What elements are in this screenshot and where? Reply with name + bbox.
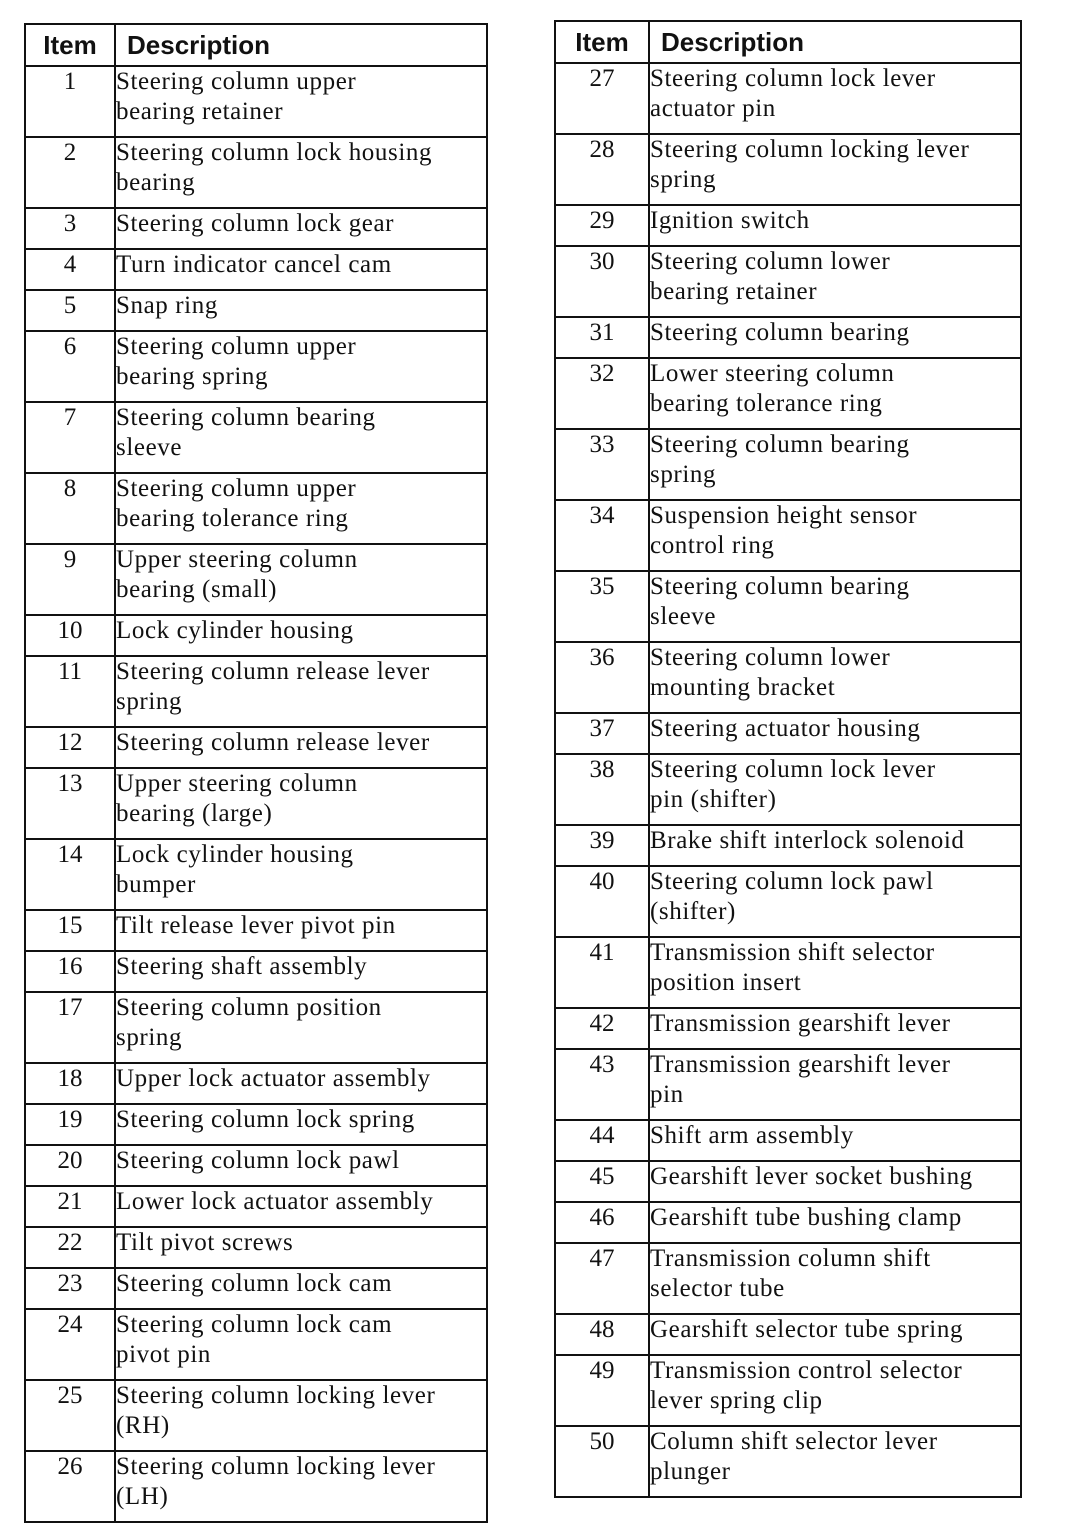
parts-list-right [555, 63, 1021, 1497]
table-row [555, 571, 1021, 642]
table-row [25, 208, 487, 249]
description-line-2: bearing tolerance ring [650, 390, 883, 417]
item-description [115, 402, 487, 473]
description-line-1: Steering column upper [116, 475, 357, 502]
table-row [555, 1049, 1021, 1120]
item-description [115, 1268, 487, 1309]
description-line-2: position insert [650, 969, 802, 996]
table-row [555, 1426, 1021, 1497]
item-number: 19 [25, 1104, 115, 1145]
table-row [25, 1186, 487, 1227]
item-description [115, 992, 487, 1063]
table-row [25, 402, 487, 473]
item-number: 1 [25, 66, 115, 137]
item-description [115, 137, 487, 208]
table-row [25, 331, 487, 402]
table-row [25, 1309, 487, 1380]
item-number: 39 [555, 825, 649, 866]
description-line-2: spring [116, 688, 183, 715]
table-row [555, 1202, 1021, 1243]
description-line-1: Lock cylinder housing [116, 617, 354, 644]
item-number: 48 [555, 1314, 649, 1355]
table-row [25, 66, 487, 137]
description-column-header: Description [115, 24, 487, 66]
description-line-1: Steering column lock housing [116, 139, 433, 166]
description-line-1: Steering column lock cam [116, 1311, 393, 1338]
item-number: 45 [555, 1161, 649, 1202]
table-row [555, 825, 1021, 866]
description-line-2: (RH) [116, 1412, 170, 1439]
item-number: 20 [25, 1145, 115, 1186]
table-row [25, 290, 487, 331]
description-line-2: pin [650, 1081, 684, 1108]
item-number: 4 [25, 249, 115, 290]
description-line-1: Steering shaft assembly [116, 953, 368, 980]
item-description [115, 1451, 487, 1522]
description-line-1: Steering column lock cam [116, 1270, 393, 1297]
item-number: 5 [25, 290, 115, 331]
item-description [115, 544, 487, 615]
item-description [115, 910, 487, 951]
table-row [555, 205, 1021, 246]
item-number: 14 [25, 839, 115, 910]
item-description [115, 656, 487, 727]
description-line-2: control ring [650, 532, 775, 559]
description-line-1: Suspension height sensor [650, 502, 918, 529]
item-number: 38 [555, 754, 649, 825]
item-description [649, 358, 1021, 429]
description-line-1: Snap ring [116, 292, 218, 319]
item-number: 15 [25, 910, 115, 951]
description-line-1: Transmission shift selector [650, 939, 935, 966]
item-description [649, 1355, 1021, 1426]
item-number: 47 [555, 1243, 649, 1314]
item-number: 17 [25, 992, 115, 1063]
item-number: 32 [555, 358, 649, 429]
description-line-2: sleeve [650, 603, 717, 630]
item-description [649, 1008, 1021, 1049]
description-line-1: Steering column lock lever [650, 65, 936, 92]
description-line-1: Steering column bearing [650, 431, 910, 458]
description-line-1: Upper steering column [116, 770, 358, 797]
description-line-1: Steering column locking lever [650, 136, 970, 163]
item-number: 3 [25, 208, 115, 249]
item-description [649, 134, 1021, 205]
description-line-1: Upper steering column [116, 546, 358, 573]
item-description [649, 1049, 1021, 1120]
item-description [115, 290, 487, 331]
item-number: 2 [25, 137, 115, 208]
description-line-2: pivot pin [116, 1341, 211, 1368]
table-row [25, 1145, 487, 1186]
description-line-2: sleeve [116, 434, 183, 461]
item-number: 43 [555, 1049, 649, 1120]
item-description [115, 615, 487, 656]
description-line-1: Transmission gearshift lever [650, 1051, 951, 1078]
item-description [115, 1104, 487, 1145]
item-description [649, 500, 1021, 571]
item-column-header: Item [25, 24, 115, 66]
table-row [555, 63, 1021, 134]
description-line-2: bearing retainer [650, 278, 818, 305]
item-number: 23 [25, 1268, 115, 1309]
item-number: 6 [25, 331, 115, 402]
description-line-2: (LH) [116, 1483, 169, 1510]
item-description [649, 571, 1021, 642]
table-row [25, 656, 487, 727]
description-line-1: Brake shift interlock solenoid [650, 827, 965, 854]
item-description [649, 63, 1021, 134]
item-number: 31 [555, 317, 649, 358]
item-number: 12 [25, 727, 115, 768]
description-line-1: Gearshift tube bushing clamp [650, 1204, 962, 1231]
description-line-1: Steering column lower [650, 248, 891, 275]
description-line-1: Shift arm assembly [650, 1122, 854, 1149]
item-description [115, 768, 487, 839]
description-line-2: spring [650, 461, 717, 488]
description-line-2: bearing (small) [116, 576, 278, 603]
table-row [25, 727, 487, 768]
description-line-1: Steering column release lever [116, 729, 430, 756]
table-row [25, 137, 487, 208]
table-row [555, 1314, 1021, 1355]
item-description [649, 246, 1021, 317]
item-number: 37 [555, 713, 649, 754]
item-number: 27 [555, 63, 649, 134]
description-line-2: actuator pin [650, 95, 776, 122]
item-number: 30 [555, 246, 649, 317]
table-row [25, 768, 487, 839]
table-row [25, 951, 487, 992]
item-description [649, 205, 1021, 246]
description-line-1: Lower lock actuator assembly [116, 1188, 434, 1215]
item-number: 28 [555, 134, 649, 205]
item-description [649, 1314, 1021, 1355]
item-description [115, 473, 487, 544]
item-number: 8 [25, 473, 115, 544]
item-column-header: Item [555, 21, 649, 63]
table-row [555, 937, 1021, 1008]
item-number: 49 [555, 1355, 649, 1426]
item-number: 46 [555, 1202, 649, 1243]
table-row [555, 642, 1021, 713]
table-row [25, 544, 487, 615]
table-row [555, 429, 1021, 500]
item-number: 34 [555, 500, 649, 571]
item-number: 29 [555, 205, 649, 246]
item-number: 33 [555, 429, 649, 500]
item-description [115, 1309, 487, 1380]
table-row [555, 754, 1021, 825]
item-number: 41 [555, 937, 649, 1008]
item-number: 50 [555, 1426, 649, 1497]
item-description [649, 866, 1021, 937]
table-header-row [555, 21, 1021, 63]
description-line-2: bearing (large) [116, 800, 273, 827]
description-line-1: Turn indicator cancel cam [116, 251, 392, 278]
item-description [115, 66, 487, 137]
item-description [115, 1145, 487, 1186]
description-line-2: bearing tolerance ring [116, 505, 349, 532]
description-line-2: plunger [650, 1458, 731, 1485]
description-line-1: Transmission column shift [650, 1245, 931, 1272]
item-number: 10 [25, 615, 115, 656]
description-line-1: Steering column bearing [116, 404, 376, 431]
table-row [25, 1380, 487, 1451]
item-description [649, 642, 1021, 713]
item-number: 21 [25, 1186, 115, 1227]
description-line-2: bumper [116, 871, 196, 898]
table-row [555, 1161, 1021, 1202]
parts-list-left [25, 66, 487, 1522]
item-description [649, 317, 1021, 358]
table-row [25, 910, 487, 951]
description-line-2: spring [650, 166, 717, 193]
table-row [25, 1451, 487, 1522]
item-description [115, 1063, 487, 1104]
item-description [115, 249, 487, 290]
table-row [25, 992, 487, 1063]
item-number: 24 [25, 1309, 115, 1380]
item-description [649, 1426, 1021, 1497]
table-row [555, 246, 1021, 317]
item-number: 22 [25, 1227, 115, 1268]
description-line-1: Steering column bearing [650, 573, 910, 600]
table-row [555, 1355, 1021, 1426]
item-description [115, 727, 487, 768]
table-row [25, 473, 487, 544]
description-line-2: spring [116, 1024, 183, 1051]
table-row [25, 249, 487, 290]
item-description [115, 1227, 487, 1268]
description-line-1: Steering column lock pawl [650, 868, 934, 895]
description-line-1: Steering column lock lever [650, 756, 936, 783]
description-line-1: Upper lock actuator assembly [116, 1065, 431, 1092]
item-number: 13 [25, 768, 115, 839]
table-row [555, 1243, 1021, 1314]
parts-table-right [554, 20, 1022, 1498]
description-line-1: Lower steering column [650, 360, 895, 387]
item-number: 11 [25, 656, 115, 727]
item-number: 25 [25, 1380, 115, 1451]
item-number: 16 [25, 951, 115, 992]
item-description [115, 208, 487, 249]
description-line-1: Steering column lock spring [116, 1106, 415, 1133]
item-description [649, 825, 1021, 866]
table-row [555, 317, 1021, 358]
item-description [649, 937, 1021, 1008]
description-line-1: Steering column release lever [116, 658, 430, 685]
table-row [25, 615, 487, 656]
item-description [649, 1243, 1021, 1314]
item-number: 36 [555, 642, 649, 713]
parts-table-left [24, 23, 488, 1523]
table-row [25, 1268, 487, 1309]
description-line-1: Tilt release lever pivot pin [116, 912, 396, 939]
description-line-1: Gearshift selector tube spring [650, 1316, 964, 1343]
description-line-1: Transmission gearshift lever [650, 1010, 951, 1037]
description-line-2: bearing [116, 169, 196, 196]
description-line-1: Steering column locking lever [116, 1453, 436, 1480]
item-description [649, 429, 1021, 500]
description-line-1: Steering column position [116, 994, 382, 1021]
item-description [649, 1120, 1021, 1161]
table-row [25, 1227, 487, 1268]
description-line-1: Steering column upper [116, 68, 357, 95]
description-line-1: Gearshift lever socket bushing [650, 1163, 973, 1190]
table-row [555, 1120, 1021, 1161]
description-line-2: mounting bracket [650, 674, 836, 701]
table-row [25, 1104, 487, 1145]
description-line-1: Column shift selector lever [650, 1428, 938, 1455]
item-description [115, 1186, 487, 1227]
item-description [649, 713, 1021, 754]
item-description [115, 331, 487, 402]
description-line-2: bearing retainer [116, 98, 284, 125]
item-description [649, 1202, 1021, 1243]
description-line-2: lever spring clip [650, 1387, 823, 1414]
description-line-2: (shifter) [650, 898, 736, 925]
item-description [649, 754, 1021, 825]
item-description [115, 839, 487, 910]
table-row [555, 1008, 1021, 1049]
item-number: 44 [555, 1120, 649, 1161]
description-line-1: Steering column lower [650, 644, 891, 671]
description-line-1: Ignition switch [650, 207, 810, 234]
description-line-1: Tilt pivot screws [116, 1229, 294, 1256]
description-column-header: Description [649, 21, 1021, 63]
item-number: 42 [555, 1008, 649, 1049]
description-line-1: Lock cylinder housing [116, 841, 354, 868]
item-description [115, 951, 487, 992]
table-row [25, 839, 487, 910]
description-line-2: selector tube [650, 1275, 785, 1302]
table-row [555, 500, 1021, 571]
item-description [115, 1380, 487, 1451]
table-row [555, 866, 1021, 937]
table-row [25, 1063, 487, 1104]
item-number: 7 [25, 402, 115, 473]
item-number: 35 [555, 571, 649, 642]
description-line-1: Steering column upper [116, 333, 357, 360]
item-number: 40 [555, 866, 649, 937]
table-row [555, 358, 1021, 429]
item-description [649, 1161, 1021, 1202]
description-line-1: Steering column bearing [650, 319, 910, 346]
item-number: 9 [25, 544, 115, 615]
table-row [555, 134, 1021, 205]
description-line-1: Steering actuator housing [650, 715, 921, 742]
description-line-1: Transmission control selector [650, 1357, 963, 1384]
description-line-1: Steering column lock gear [116, 210, 395, 237]
description-line-1: Steering column locking lever [116, 1382, 436, 1409]
description-line-2: bearing spring [116, 363, 269, 390]
table-row [555, 713, 1021, 754]
description-line-2: pin (shifter) [650, 786, 777, 813]
table-header-row [25, 24, 487, 66]
description-line-1: Steering column lock pawl [116, 1147, 400, 1174]
item-number: 18 [25, 1063, 115, 1104]
item-number: 26 [25, 1451, 115, 1522]
